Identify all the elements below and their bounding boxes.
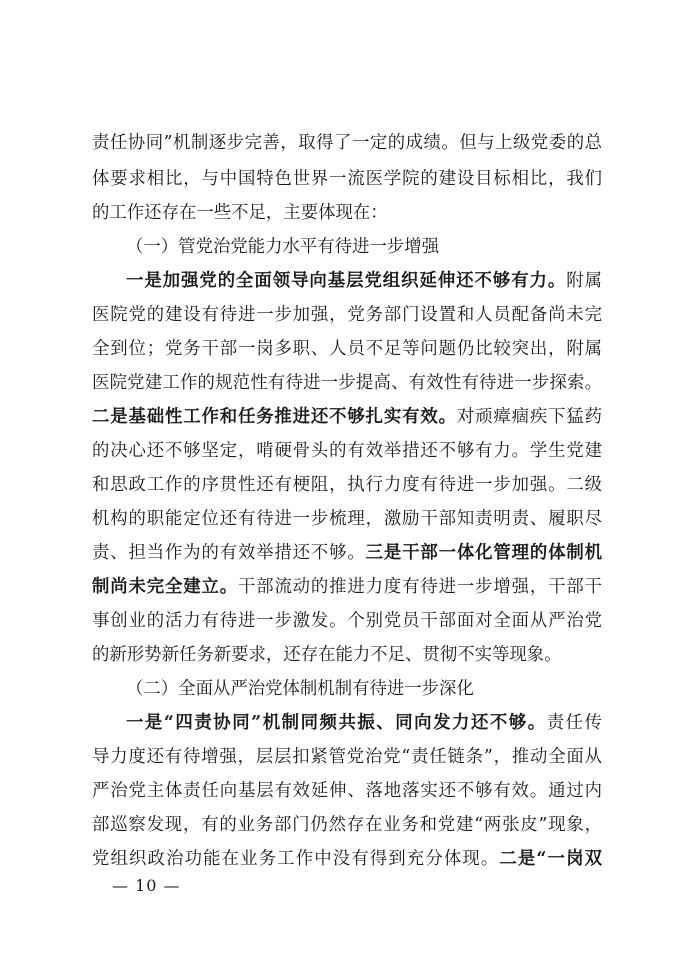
section-heading: （二）全面从严治党体制机制有待进一步深化 — [126, 679, 474, 699]
emphasis-text: 二是“一岗双 — [499, 849, 602, 869]
paragraph-line: 二是基础性工作和任务推进还不够扎实有效。对顽瘴痼疾下猛药 — [92, 407, 602, 427]
paragraph-line: 导力度还有待增强，层层扣紧管党治党“责任链条”，推动全面从 — [92, 747, 602, 767]
paragraph-line: 事创业的活力有待进一步激发。个别党员干部面对全面从严治党 — [92, 611, 602, 631]
paragraph-line: 机构的职能定位还有待进一步梳理，激励干部知责明责、履职尽 — [92, 509, 602, 529]
paragraph-line: 和思政工作的序贯性还有梗阻，执行力度有待进一步加强。二级 — [92, 475, 602, 495]
emphasis-text: 制尚未完全建立。 — [92, 577, 238, 597]
paragraph-line: 的新形势新任务新要求，还存在能力不足、贯彻不实等现象。 — [92, 645, 562, 665]
paragraph-line: 责、担当作为的有效举措还不够。三是干部一体化管理的体制机 — [92, 543, 602, 563]
paragraph-line: 严治党主体责任向基层有效延伸、落地落实还不够有效。通过内 — [92, 781, 602, 801]
paragraph-line: 医院党建工作的规范性有待进一步提高、有效性有待进一步探索。 — [92, 373, 602, 393]
paragraph-line: 党组织政治功能在业务工作中没有得到充分体现。二是“一岗双 — [92, 849, 602, 869]
emphasis-text: 一是加强党的全面领导向基层党组织延伸还不够有力。 — [126, 271, 567, 291]
paragraph-line: 制尚未完全建立。干部流动的推进力度有待进一步增强，干部干 — [92, 577, 602, 597]
emphasis-text: 三是干部一体化管理的体制机 — [365, 543, 602, 563]
paragraph-line: 的决心还不够坚定，啃硬骨头的有效举措还不够有力。学生党建 — [92, 441, 602, 461]
emphasis-text: 一是“四责协同”机制同频共振、同向发力还不够。 — [126, 713, 547, 733]
page-number: — 10 — — [112, 876, 181, 895]
paragraph-line: 体要求相比，与中国特色世界一流医学院的建设目标相比，我们 — [92, 169, 602, 189]
paragraph-line: 责任协同”机制逐步完善，取得了一定的成绩。但与上级党委的总 — [92, 133, 602, 153]
paragraph-line: 的工作还存在一些不足，主要体现在： — [92, 203, 388, 223]
paragraph-line: 部巡察发现，有的业务部门仍然存在业务和党建“两张皮”现象， — [92, 815, 602, 835]
paragraph-line: 一是“四责协同”机制同频共振、同向发力还不够。责任传 — [126, 713, 602, 733]
paragraph-line: 医院党的建设有待进一步加强，党务部门设置和人员配备尚未完 — [92, 305, 602, 325]
paragraph-line: 一是加强党的全面领导向基层党组织延伸还不够有力。附属 — [126, 271, 602, 291]
section-heading: （一）管党治党能力水平有待进一步增强 — [126, 237, 440, 257]
paragraph-line: 全到位；党务干部一岗多职、人员不足等问题仍比较突出，附属 — [92, 339, 602, 359]
emphasis-text: 二是基础性工作和任务推进还不够扎实有效。 — [92, 407, 457, 427]
